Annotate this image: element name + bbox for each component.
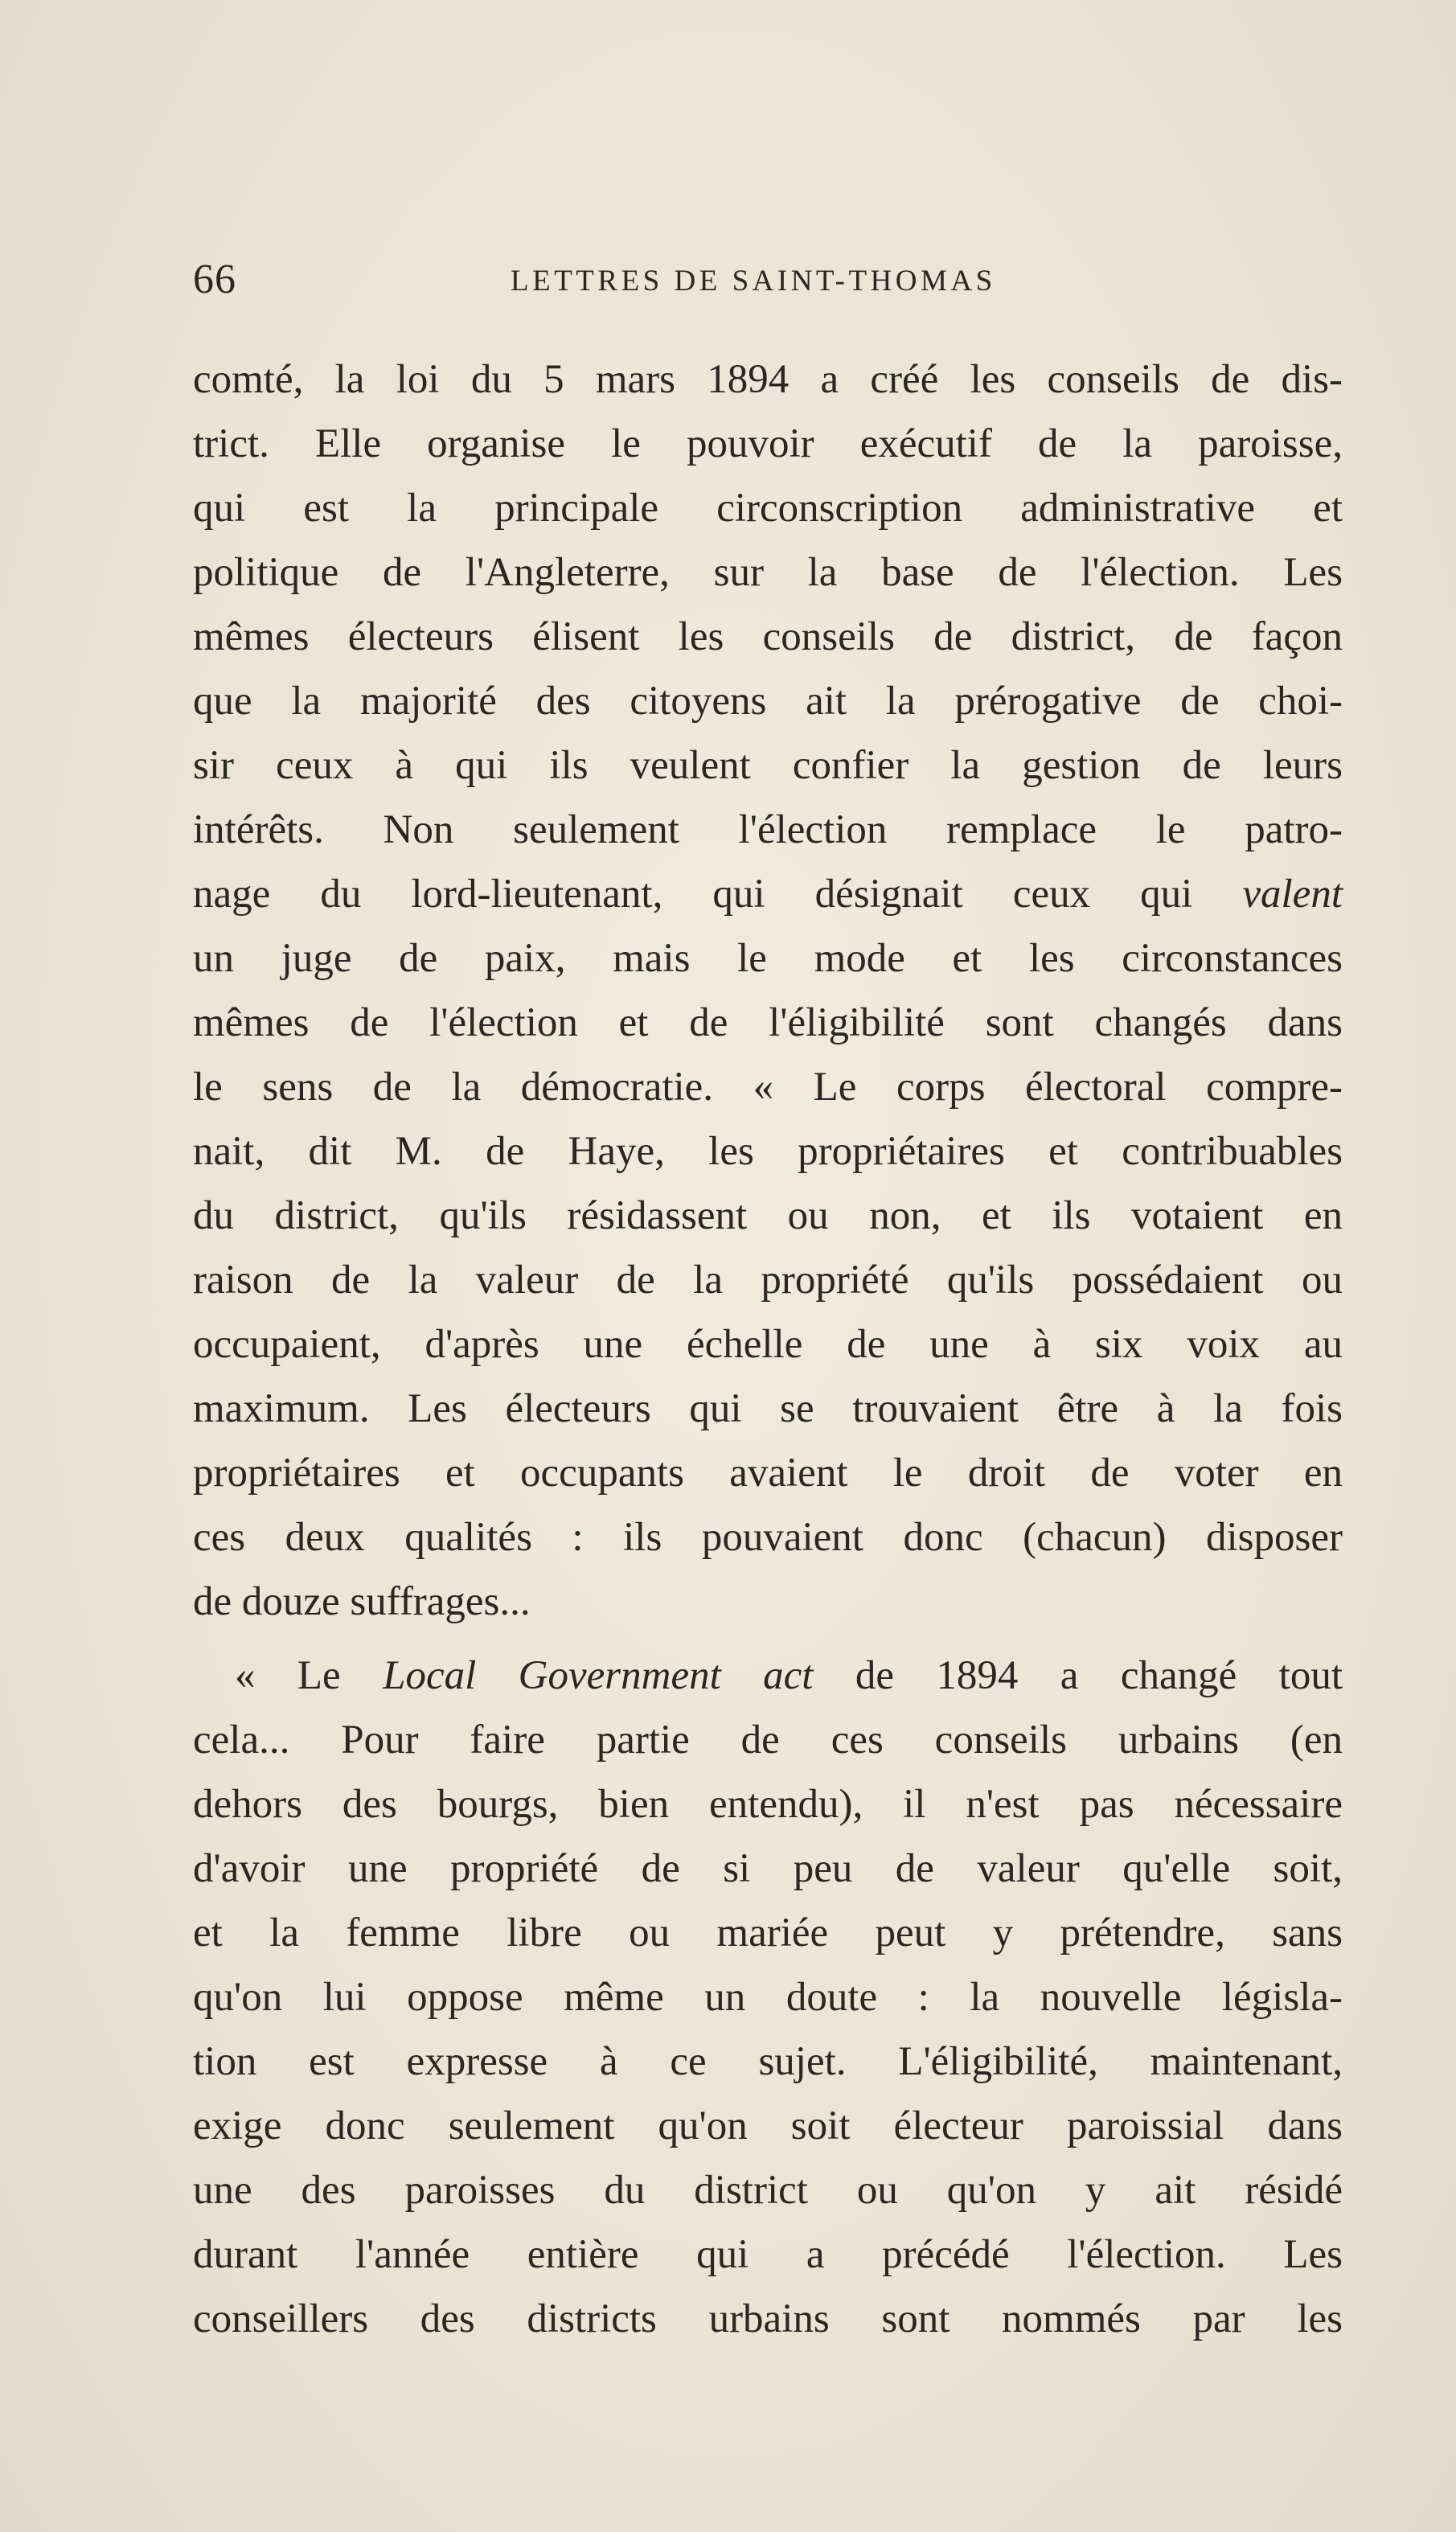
text-line: durant l'année entière qui a précédé l'élection. Les	[193, 2232, 1343, 2277]
text-line: cela... Pour faire partie de ces conseils urbains (en	[193, 1717, 1343, 1763]
text-line: propriétaires et occupants avaient le droit de voter en	[193, 1451, 1343, 1496]
paragraph-gap	[193, 1634, 1343, 1644]
text-line-with-italic	[193, 862, 1343, 926]
text-line: exige donc seulement qu'on soit électeur paroissial dans	[193, 2103, 1343, 2148]
text-line: d'avoir une propriété de si peu de valeur qu'elle soit,	[193, 1846, 1343, 1891]
text-line: trict. Elle organise le pouvoir exécutif de la paroisse,	[193, 421, 1343, 466]
text-line: comté, la loi du 5 mars 1894 a créé les conseils de dis-	[193, 357, 1343, 402]
text-line: maximum. Les électeurs qui se trouvaient être à la fois	[193, 1386, 1343, 1431]
text-line-with-italic	[193, 1644, 1343, 1708]
text-segment: de 1894 a changé tout	[813, 1653, 1343, 1698]
paragraph-1	[193, 347, 1343, 1634]
text-line: intérêts. Non seulement l'élection remplace le patro-	[193, 807, 1343, 852]
text-line: une des paroisses du district ou qu'on y ait résidé	[193, 2168, 1343, 2213]
text-line: qu'on lui oppose même un doute : la nouvelle législa-	[193, 1975, 1343, 2020]
text-line: ces deux qualités : ils pouvaient donc (chacun) disposer	[193, 1515, 1343, 1560]
text-line: raison de la valeur de la propriété qu'ils possédaient ou	[193, 1258, 1343, 1303]
text-line: de douze suffrages...	[193, 1579, 531, 1624]
paragraph-2	[193, 1644, 1343, 2351]
text-line: occupaient, d'après une échelle de une à six voix au	[193, 1322, 1343, 1367]
text-line: dehors des bourgs, bien entendu), il n'est pas nécessaire	[193, 1782, 1343, 1827]
text-segment: nage du lord-lieutenant, qui désignait ceux qui	[193, 872, 1243, 917]
text-line: politique de l'Angleterre, sur la base de l'élection. Les	[193, 550, 1343, 595]
text-line: mêmes électeurs élisent les conseils de district, de façon	[193, 614, 1343, 659]
text-line: un juge de paix, mais le mode et les circonstances	[193, 936, 1343, 981]
text-line: le sens de la démocratie. « Le corps électoral compre-	[193, 1065, 1343, 1110]
text-line: tion est expresse à ce sujet. L'éligibilité, maintenant,	[193, 2039, 1343, 2084]
text-line: qui est la principale circonscription administrative et	[193, 486, 1343, 531]
page-header	[193, 256, 1335, 304]
italic-title: Local Government act	[383, 1653, 814, 1698]
text-line: nait, dit M. de Haye, les propriétaires et contribuables	[193, 1129, 1343, 1174]
italic-word: valent	[1242, 872, 1343, 917]
text-line: que la majorité des citoyens ait la prérogative de choi-	[193, 679, 1343, 724]
text-line: et la femme libre ou mariée peut y prétendre, sans	[193, 1910, 1343, 1955]
text-line: conseillers des districts urbains sont nommés par les	[193, 2296, 1343, 2341]
text-line: sir ceux à qui ils veulent confier la gestion de leurs	[193, 743, 1343, 788]
text-segment: « Le	[235, 1653, 383, 1698]
running-title: LETTRES DE SAINT-THOMAS	[511, 265, 996, 298]
body-text	[193, 347, 1343, 2351]
page-number: 66	[193, 256, 236, 302]
text-line: du district, qu'ils résidassent ou non, et ils votaient en	[193, 1193, 1343, 1238]
text-line: mêmes de l'élection et de l'éligibilité sont changés dans	[193, 1000, 1343, 1045]
